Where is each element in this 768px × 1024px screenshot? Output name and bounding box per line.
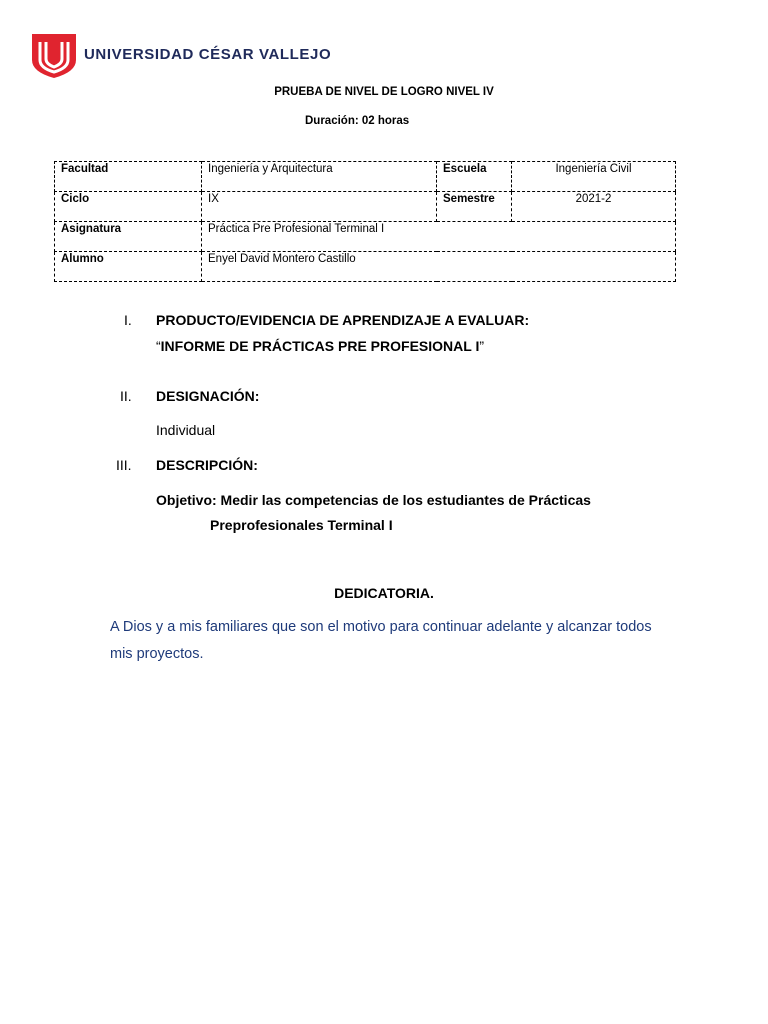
logo-text: UNIVERSIDAD CÉSAR VALLEJO [84, 46, 332, 63]
objective-line-2: Preprofesionales Terminal I [210, 517, 393, 533]
table-row [55, 252, 676, 282]
cycle-label: Ciclo [55, 192, 202, 222]
cycle-value: IX [202, 192, 437, 222]
section-2-number: II. [120, 388, 132, 404]
university-logo [30, 32, 332, 80]
section-1-number: I. [124, 312, 132, 328]
table-row [55, 162, 676, 192]
section-2-body: Individual [156, 422, 216, 438]
table-row [55, 192, 676, 222]
subject-label: Asignatura [55, 222, 202, 252]
table-row [55, 222, 676, 252]
semester-label: Semestre [437, 192, 512, 222]
faculty-value: Ingeniería y Arquitectura [202, 162, 437, 192]
section-2-title: DESIGNACIÓN: [156, 388, 260, 404]
ucv-shield-icon [30, 32, 78, 80]
dedication-text: A Dios y a mis familiares que son el motivo para continuar adelante y alcanzar todos mis proyectos. [110, 619, 652, 662]
school-value: Ingeniería Civil [512, 162, 676, 192]
semester-value: 2021-2 [512, 192, 676, 222]
section-3-number: III. [116, 457, 132, 473]
section-1-title: PRODUCTO/EVIDENCIA DE APRENDIZAJE A EVALUAR: [156, 312, 530, 328]
dedication-title: DEDICATORIA. [334, 585, 434, 601]
student-label: Alumno [55, 252, 202, 282]
subject-value: Práctica Pre Profesional Terminal I [202, 222, 676, 252]
section-3-title: DESCRIPCIÓN: [156, 457, 258, 473]
quote-open: “ [156, 338, 161, 354]
student-value: Enyel David Montero Castillo [202, 252, 676, 282]
section-1-subtitle [156, 338, 484, 354]
section-1-subtitle-text: INFORME DE PRÁCTICAS PRE PROFESIONAL I [160, 338, 480, 354]
info-table [54, 161, 676, 282]
exam-duration: Duración: 02 horas [305, 115, 410, 127]
exam-title: PRUEBA DE NIVEL DE LOGRO NIVEL IV [274, 86, 494, 98]
faculty-label: Facultad [55, 162, 202, 192]
school-label: Escuela [437, 162, 512, 192]
objective-line-1: Objetivo: Medir las competencias de los estudiantes de Prácticas [156, 492, 591, 508]
quote-close: ” [479, 338, 485, 354]
